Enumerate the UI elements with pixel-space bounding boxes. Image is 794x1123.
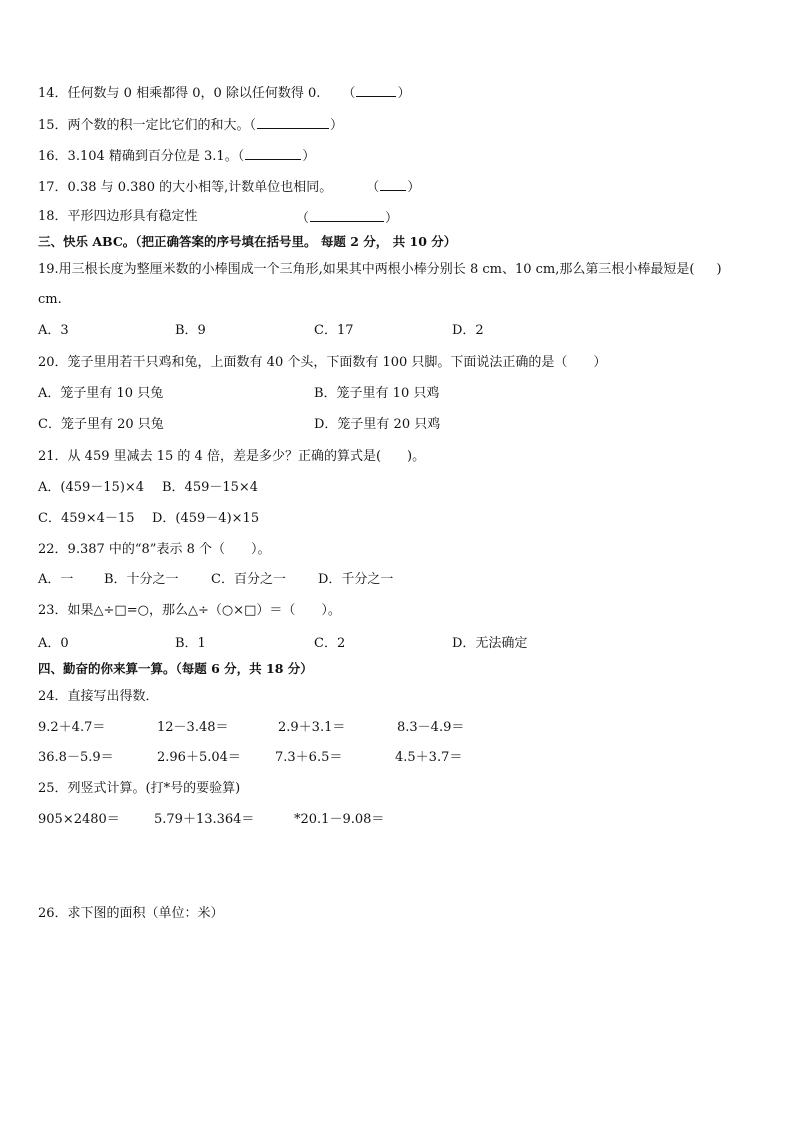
vertical-calc-item: *20.1－9.08＝: [294, 812, 385, 827]
calc-item: 7.3＋6.5＝: [275, 750, 343, 765]
question-24: 24．直接写出得数．: [38, 689, 159, 704]
question-21-option-a[interactable]: A．(459－15)×4: [38, 480, 145, 495]
answer-paren-open: （: [296, 211, 310, 226]
question-23: 23．如果△÷□=○，那么△÷（○×□）＝（ ）。: [38, 603, 341, 618]
answer-paren-open: （: [366, 180, 380, 195]
question-22-option-b[interactable]: B．十分之一: [104, 572, 179, 587]
question-20-option-d[interactable]: D．笼子里有 20 只鸡: [314, 417, 441, 432]
question-23-option-c[interactable]: C．2: [314, 636, 346, 651]
question-17-text: 17．0.38 与 0.380 的大小相等,计数单位也相同。: [38, 180, 333, 195]
answer-blank[interactable]: [310, 209, 384, 222]
question-23-option-d[interactable]: D．无法确定: [452, 636, 528, 651]
question-20-option-b[interactable]: B．笼子里有 10 只鸡: [314, 386, 440, 401]
question-19-continuation: cm.: [38, 292, 62, 307]
answer-paren-open: （: [342, 86, 356, 101]
question-19-text: 19.用三根长度为整厘米数的小棒围成一个三角形,如果其中两根小棒分别长 8 cm、10 cm,那么第三根小棒最短是(: [38, 262, 695, 277]
question-25: 25．列竖式计算。(打*号的要验算): [38, 781, 241, 796]
question-19: [38, 262, 722, 278]
question-14-text: 14．任何数与 0 相乘都得 0，0 除以任何数得 0.: [38, 86, 321, 101]
question-19-option-d[interactable]: D．2: [452, 323, 484, 338]
section-3-heading: 三、快乐 ABC。（把正确答案的序号填在括号里。 每题 2 分， 共 10 分）: [38, 234, 457, 249]
question-21-option-c[interactable]: C．459×4－15: [38, 511, 135, 526]
question-20-option-a[interactable]: A．笼子里有 10 只兔: [38, 386, 164, 401]
question-19-option-c[interactable]: C．17: [314, 323, 354, 338]
question-14: [38, 84, 410, 102]
calc-item: 9.2＋4.7＝: [38, 720, 106, 735]
vertical-calc-item: 5.79＋13.364＝: [154, 812, 255, 827]
question-22-option-a[interactable]: A．一: [38, 572, 74, 587]
question-20: 20．笼子里用若干只鸡和兔，上面数有 40 个头，下面数有 100 只脚。下面说法正确的是（ ）: [38, 355, 607, 370]
answer-blank[interactable]: [257, 116, 329, 129]
question-18: [38, 209, 198, 225]
answer-paren-close: ）: [407, 180, 421, 195]
question-15-text: 15．两个数的积一定比它们的和大。（: [38, 118, 257, 133]
calc-item: 8.3－4.9＝: [397, 720, 465, 735]
question-17: [38, 178, 420, 196]
answer-blank[interactable]: [245, 147, 301, 160]
question-22: 22．9.387 中的“8”表示 8 个（ ）。: [38, 542, 271, 557]
calc-item: 12－3.48＝: [157, 720, 229, 735]
answer-blank[interactable]: [380, 178, 406, 191]
question-18-text: 18．平形四边形具有稳定性: [38, 209, 198, 224]
calc-item: 4.5＋3.7＝: [395, 750, 463, 765]
question-19-option-b[interactable]: B．9: [175, 323, 206, 338]
answer-paren-close: ）: [302, 149, 316, 164]
question-15: [38, 116, 343, 134]
answer-paren-close: ）: [330, 118, 344, 133]
question-19-option-a[interactable]: A．3: [38, 323, 69, 338]
question-21: 21．从 459 里减去 15 的 4 倍，差是多少？正确的算式是( )。: [38, 449, 426, 464]
answer-paren-close: ）: [385, 211, 399, 226]
question-23-option-b[interactable]: B．1: [175, 636, 206, 651]
vertical-calc-item: 905×2480＝: [38, 812, 120, 827]
answer-paren-close: ): [716, 262, 722, 277]
section-4-heading: 四、勤奋的你来算一算。（每题 6 分，共 18 分）: [38, 661, 313, 676]
question-22-option-d[interactable]: D．千分之一: [318, 572, 394, 587]
calc-item: 2.9＋3.1＝: [278, 720, 346, 735]
question-23-option-a[interactable]: A．0: [38, 636, 69, 651]
question-26: 26．求下图的面积（单位：米）: [38, 906, 224, 921]
question-18-answer: [296, 209, 398, 227]
question-21-option-b[interactable]: B．459－15×4: [162, 480, 259, 495]
calc-item: 36.8－5.9＝: [38, 750, 114, 765]
question-16-text: 16．3.104 精确到百分位是 3.1。（: [38, 149, 245, 164]
answer-blank[interactable]: [356, 84, 396, 97]
question-21-option-d[interactable]: D．(459－4)×15: [152, 511, 260, 526]
answer-paren-close: ）: [397, 86, 411, 101]
question-22-option-c[interactable]: C．百分之一: [211, 572, 286, 587]
question-20-option-c[interactable]: C．笼子里有 20 只兔: [38, 417, 164, 432]
question-16: [38, 147, 315, 165]
calc-item: 2.96＋5.04＝: [157, 750, 241, 765]
